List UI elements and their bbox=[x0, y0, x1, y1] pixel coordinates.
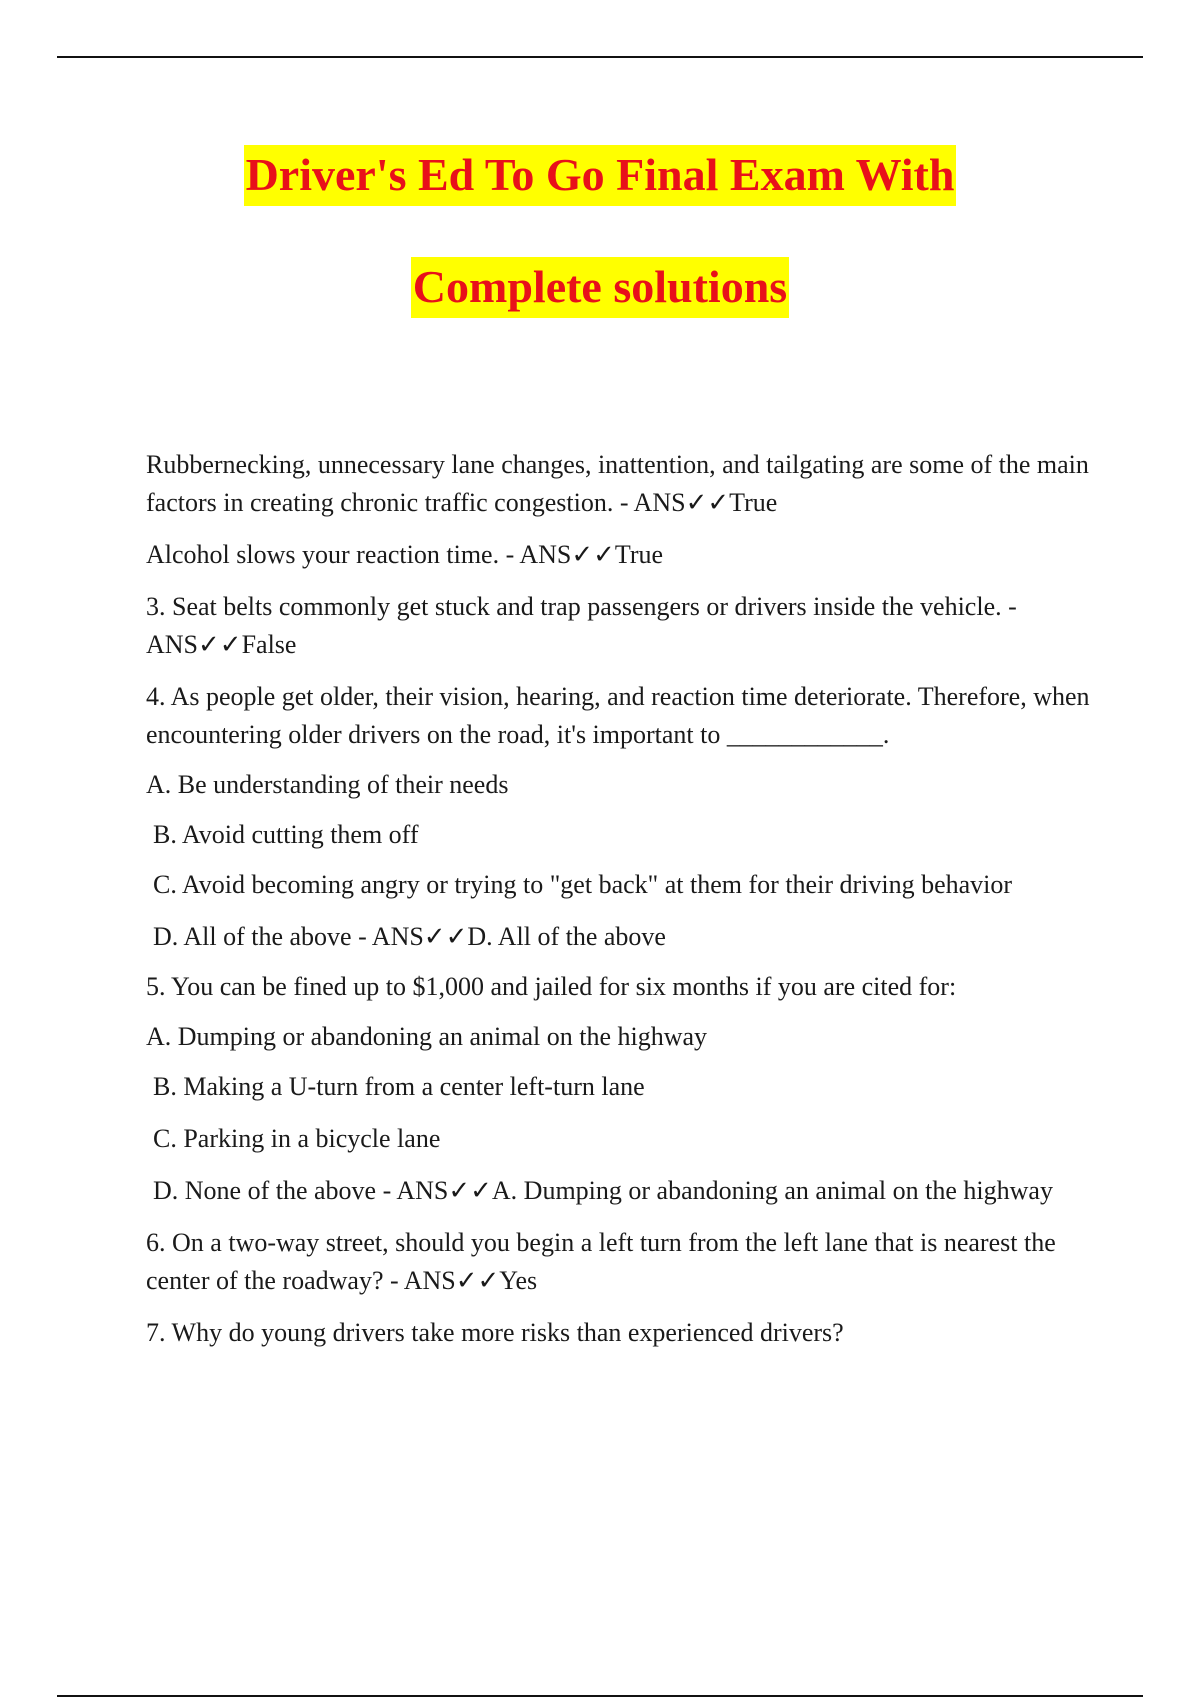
question-4: 4. As people get older, their vision, hearing, and reaction time deteriorate. Therefore, when encountering older drivers on the road, it's important to ____________. bbox=[146, 682, 1090, 749]
question-5-option-c: C. Parking in a bicycle lane bbox=[153, 1124, 441, 1153]
question-4-option-a: A. Be understanding of their needs bbox=[146, 770, 509, 799]
document-title-line-1 bbox=[0, 149, 1200, 200]
question-5-option-a: A. Dumping or abandoning an animal on the highway bbox=[146, 1022, 708, 1051]
document-body bbox=[146, 446, 1096, 1352]
question-3: 3. Seat belts commonly get stuck and trap passengers or drivers inside the vehicle. - ANS✓✓False bbox=[146, 592, 1017, 659]
question-7: 7. Why do young drivers take more risks than experienced drivers? bbox=[146, 1318, 844, 1347]
paragraph-alcohol: Alcohol slows your reaction time. - ANS✓✓True bbox=[146, 540, 664, 569]
question-5-option-d: D. None of the above - ANS✓✓A. Dumping or abandoning an animal on the highway bbox=[153, 1176, 1053, 1205]
document-title-line-2 bbox=[0, 261, 1200, 312]
question-4-option-c: C. Avoid becoming angry or trying to "get back" at them for their driving behavior bbox=[153, 870, 1013, 899]
top-rule bbox=[57, 56, 1143, 58]
title-highlight-1: Driver's Ed To Go Final Exam With bbox=[244, 145, 957, 206]
bottom-rule bbox=[57, 1695, 1143, 1697]
question-5: 5. You can be fined up to $1,000 and jailed for six months if you are cited for: bbox=[146, 972, 957, 1001]
question-4-option-b: B. Avoid cutting them off bbox=[153, 820, 419, 849]
title-highlight-2: Complete solutions bbox=[411, 257, 789, 318]
question-5-option-b: B. Making a U-turn from a center left-turn lane bbox=[153, 1072, 645, 1101]
question-4-option-d: D. All of the above - ANS✓✓D. All of the above bbox=[153, 922, 666, 951]
paragraph-congestion: Rubbernecking, unnecessary lane changes, inattention, and tailgating are some of the main factors in creating chronic traffic congestion. - ANS✓✓True bbox=[146, 450, 1089, 517]
question-6: 6. On a two-way street, should you begin a left turn from the left lane that is nearest the center of the roadway? - ANS✓✓Yes bbox=[146, 1228, 1056, 1295]
